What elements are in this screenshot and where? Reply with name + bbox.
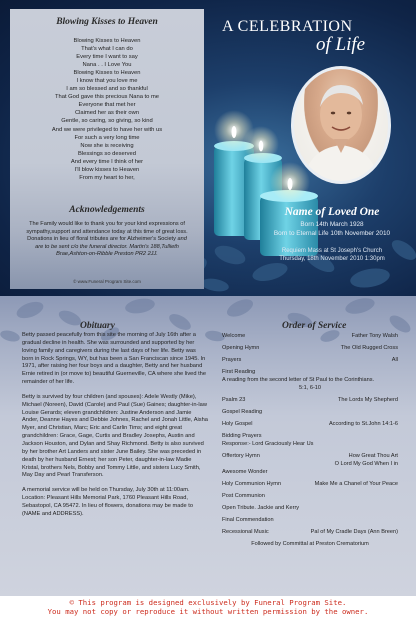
order-item-bidding-response: Response:- Lord Graciously Hear Us <box>222 441 314 447</box>
order-item-gospel-reading: Gospel Reading <box>222 409 263 415</box>
poem-line: Now she is receiving <box>80 142 134 149</box>
order-item-holy-gospel <box>222 420 398 428</box>
poem-line: For such a very long time <box>74 134 140 141</box>
poem-line: From my heart to her, <box>79 174 135 181</box>
obituary-paragraph: Betty is survived by four children (and spouses): Adele Westly (Mike), Michael (Noreen), David (Carole) and Paul (Sue) Gaines; daughter-in-law Louise Gerards; eleven grandchildren: Justine Anderson and Jamie Ander, Deanne Hayes and Debbie Johnes, Rachel and Jonah Little, Aisha Myer, and Christian, Marc; Eric and Carlin Tims; and eight great grandchildren: Grace, Gage, Curtis and Bradley Josephs, Austin and Jackson Houston, and Dylan and Shay Richmond. Betty is also survived by her brother Art Landers and sister June Bailey. She was preceded in death by her husband Ernest; her son Peter, daughter-in-law Madie Kristal, brothers Nels, Bobby and Tommy Little, and sisters Lucy Smith, May Day and Pearl Transferson. <box>22 393 208 479</box>
copyright-warning <box>0 598 416 617</box>
poem-line: Blowing Kisses to Heaven <box>73 38 141 44</box>
copyright-line-1: © This program is designed exclusively by Funeral Program Site. <box>69 598 347 607</box>
obituary-paragraph: Betty passed peacefully from this site the morning of July 16th after a gradual decline in health. She was surrounded and supported by her loving family and caregivers during the last days of her life. Betty was born in Rock Springs, WY, but has been a San Franciscan since 1945. In 1971, after raising her four boys and a daughter, Betty and her husband Ernie retired in (or move to) beautiful Guerneville, CA where she lived the remainder of her life. <box>22 332 206 386</box>
poem-line: Blowing Kisses to Heaven <box>73 70 141 77</box>
order-item-first-reading-sub: A reading from the second letter of St Paul to the Corinthians. <box>222 377 375 383</box>
poem-line: Nana . . I Love You <box>82 62 132 69</box>
order-item-open-tribute: Open Tribute. Jackie and Kerry <box>222 505 300 511</box>
order-label: Recessional Music <box>222 529 269 535</box>
order-item-offertory-hymn <box>222 452 398 460</box>
poem-line: Claimed her as their own <box>74 110 140 117</box>
cover-spread <box>0 0 416 296</box>
order-of-service-title: Order of Service <box>282 321 347 331</box>
obituary-title: Obituary <box>80 321 115 331</box>
order-of-service-list <box>222 332 398 548</box>
order-label: Holy Communion Hymn <box>222 481 282 487</box>
requiem-mass: Requiem Mass at St Joseph's Church <box>281 248 383 254</box>
celebration-heading: A CELEBRATION <box>222 18 353 35</box>
acknowledgements-text-b: and are to be sent c/o the funeral director. Martin's 188,Tullieth Brae,Ashton-on-Ribble Preston PR2 2JJ. <box>35 236 187 257</box>
order-label: Offertory Hymn <box>222 453 260 459</box>
life-dates <box>252 221 412 238</box>
poem-line: That God gave this precious Nana to me <box>54 94 160 101</box>
obituary-paragraph: A memorial service will be held on Thursday, July 30th at 11:00am. Location: Pleasant Hills Memorial Park, 1760 Pleasant Hills Road, Sebastopol, CA 95472. In lieu of flowers, donations may be made to (NAME and ADDRESS). <box>22 487 194 517</box>
order-item-bidding-prayers: Bidding Prayers <box>222 433 262 439</box>
portrait-figure <box>294 69 388 181</box>
order-label: Holy Gospel <box>222 421 253 427</box>
order-detail: Father Tony Walsh <box>351 333 398 339</box>
eternal-life-date: Born to Eternal Life 10th November 2010 <box>273 229 391 237</box>
order-item-offertory-line2 <box>222 460 398 468</box>
copyright-line-2: You may not copy or reproduce it without written permission by the owner. <box>47 607 369 617</box>
poem-line: Everyone that met her <box>78 102 136 109</box>
order-item-final-commendation: Final Commendation <box>222 517 274 523</box>
poem-panel <box>10 9 204 289</box>
poem-line: Gentle, so caring, so giving, so kind <box>61 118 153 125</box>
order-label: Psalm 23 <box>222 397 246 403</box>
order-detail: The Old Rugged Cross <box>340 345 398 351</box>
order-item-first-reading-ref: 5:1, 6-10 <box>298 385 322 391</box>
service-info <box>252 247 412 264</box>
order-item-welcome <box>222 332 398 340</box>
order-item-post-communion: Post Communion <box>222 493 265 499</box>
poem-text <box>10 37 204 182</box>
portrait-photo <box>291 66 391 184</box>
poem-line: And we were privileged to have her with us <box>51 126 163 133</box>
poem-line: Every time I want to say <box>76 54 138 61</box>
poem-line: I know that you love me <box>76 78 138 85</box>
order-item-first-reading: First Reading <box>222 369 256 375</box>
service-date: Thursday, 18th November 2010 1:30pm <box>279 256 385 263</box>
order-detail: Make Me a Chanel of Your Peace <box>314 481 398 487</box>
order-detail: How Great Thou Art <box>348 453 398 459</box>
order-detail: O Lord My God When I in <box>334 461 398 467</box>
poem-line: And every time I think of her <box>70 158 144 165</box>
order-detail: Pal of My Cradle Days (Ann Breen) <box>310 529 398 535</box>
poem-line: Blessings so deserved <box>78 150 136 157</box>
poem-title: Blowing Kisses to Heaven <box>56 17 158 27</box>
order-item-committal: Followed by Committal at Preston Crematorium <box>251 541 369 547</box>
acknowledgements-text-a: The Family would like to thank you for your kind expressions of sympathy,support and attendance today at this time of great loss. Donations in lieu of floral tributes are for Alzheimer's Society <box>26 221 188 242</box>
born-date: Born 14th March 1928 <box>300 221 364 228</box>
order-item-opening-hymn <box>222 344 398 352</box>
order-item-psalm <box>222 396 398 404</box>
poem-line: I'll blow kisses to Heaven <box>74 166 140 173</box>
acknowledgements-title: Acknowledgements <box>69 205 145 215</box>
acknowledgements-text <box>24 221 190 259</box>
order-label: Welcome <box>222 333 246 339</box>
order-detail: The Lords My Shepherd <box>337 397 398 403</box>
obituary-text <box>22 332 208 526</box>
poem-line: I am so blessed and so thankful <box>66 86 148 93</box>
of-life-heading: of Life <box>316 34 366 55</box>
order-detail: All <box>391 357 398 363</box>
order-label: Prayers <box>222 357 242 363</box>
order-item-recessional <box>222 528 398 536</box>
order-item-awesome-wonder: Awesome Wonder <box>222 469 268 475</box>
order-detail: According to St.John 14:1-6 <box>328 421 398 427</box>
order-label: Opening Hymn <box>222 345 260 351</box>
order-item-prayers <box>222 356 398 364</box>
order-item-communion-hymn <box>222 480 398 488</box>
loved-one-name: Name of Loved One <box>284 206 380 218</box>
site-credit: © www.Funeral Program Site.com <box>73 279 141 284</box>
poem-line: That's what I can do <box>81 46 133 53</box>
